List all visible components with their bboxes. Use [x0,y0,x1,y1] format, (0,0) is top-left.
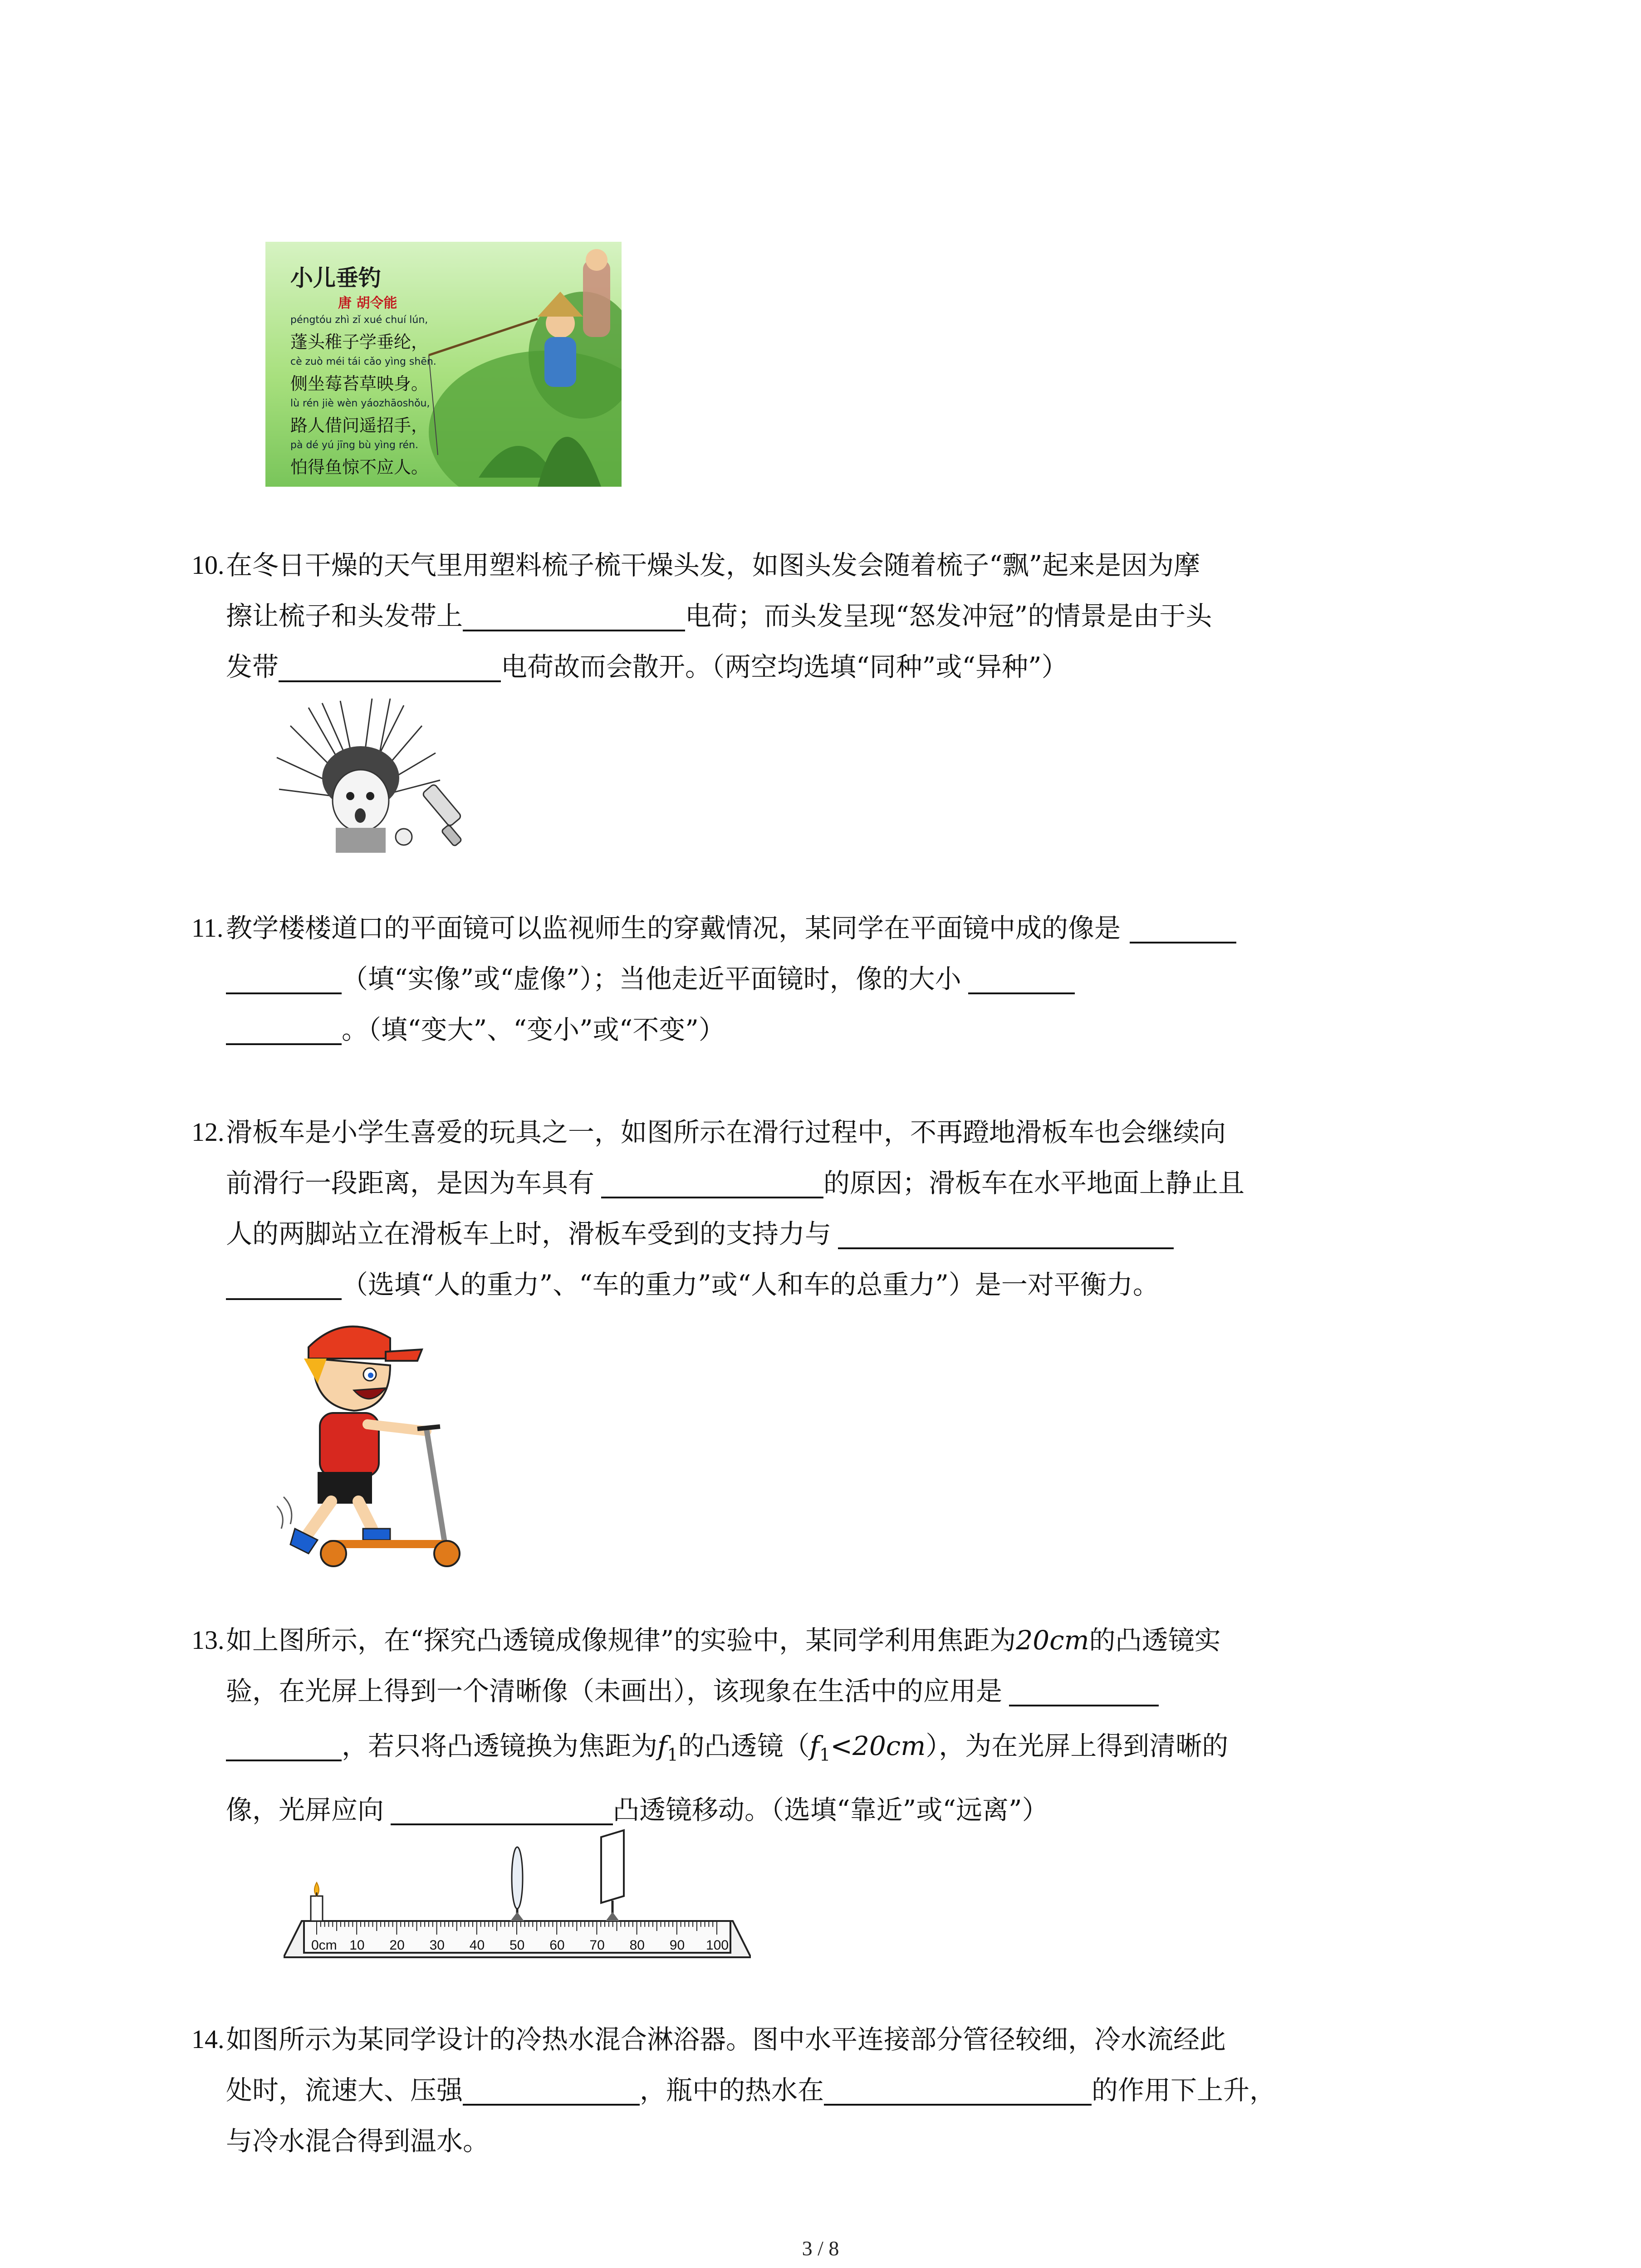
poem-line-4-pinyin: pà dé yú jīng bù yìng rén. [290,440,418,451]
answer-blank[interactable] [279,649,501,682]
answer-blank[interactable] [968,961,1075,994]
charged-hair-comb-icon [272,699,476,853]
ruler-label: 0cm [311,1938,337,1953]
boy-on-scooter-icon [277,1315,495,1569]
poem-line-3-pinyin: lù rén jiè wèn yáozhāoshǒu, [290,398,430,409]
poem-line-1-pinyin: péngtóu zhì zǐ xué chuí lún, [290,314,428,326]
answer-blank-continued[interactable] [226,1728,342,1761]
question-10 [191,540,1460,692]
question-number: 13. [191,1625,225,1655]
question-line: （选填“人的重力”、“车的重力”或“人和车的总重力”）是一对平衡力。 [226,1259,1460,1310]
answer-blank[interactable] [838,1216,1174,1249]
poem-line-2: 侧坐莓苔草映身。 [290,374,429,394]
static-hair-illustration [272,699,476,853]
ruler-label: 60 [549,1938,565,1953]
ruler-label: 90 [669,1938,685,1953]
answer-blank[interactable] [1009,1673,1159,1706]
question-line: 人的两脚站立在滑板车上时，滑板车受到的支持力与 [226,1208,1460,1259]
page-number: 3 / 8 [802,2237,839,2260]
ruler-label: 20 [389,1938,405,1953]
ruler-label: 100 [706,1938,729,1953]
question-line: 发带 电荷故而会散开。（两空均选填“同种”或“异种”） [226,641,1460,692]
question-line: 如上图所示，在“探究凸透镜成像规律”的实验中，某同学利用焦距为20cm的凸透镜实 [226,1625,1221,1656]
ruler-label: 40 [469,1938,485,1953]
answer-blank[interactable] [824,2072,1092,2106]
poem-line-3: 路人借问遥招手， [290,415,429,435]
poem-line-2-pinyin: cè zuò méi tái cǎo yìng shēn. [290,356,436,367]
optical-bench-icon [284,1828,751,1960]
answer-blank-continued[interactable] [226,1266,342,1300]
question-number: 11. [191,913,224,943]
poem-author: 唐 胡令能 [338,295,397,311]
question-line: ，若只将凸透镜换为焦距为$f_1$的凸透镜$(f_1<20cm)$，为在光屏上得到清晰的 [226,1716,1460,1784]
question-line: 与冷水混合得到温水。 [226,2126,490,2156]
answer-blank[interactable] [1130,910,1236,943]
question-line: 前滑行一段距离，是因为车具有 的原因；滑板车在水平地面上静止且 [226,1158,1460,1208]
ruler-label: 10 [349,1938,365,1953]
question-12 [191,1107,1460,1310]
question-line: （填“实像”或“虚像”）；当他走近平面镜时，像的大小 [226,953,1460,1004]
question-line: 处时，流速大、压强 ，瓶中的热水在 的作用下上升， [226,2065,1460,2116]
question-number: 12. [191,1117,225,1147]
answer-blank-continued[interactable] [226,961,342,994]
poem-illustration [265,242,622,487]
question-13 [191,1615,1460,1835]
question-line: 验，在光屏上得到一个清晰像（未画出），该现象在生活中的应用是 [226,1666,1460,1716]
answer-blank-continued[interactable] [226,1012,342,1045]
ruler-label: 50 [509,1938,525,1953]
question-line: 。（填“变大”、“变小”或“不变”） [226,1004,1460,1055]
ruler-label: 70 [589,1938,605,1953]
poem-line-4: 怕得鱼惊不应人。 [290,457,429,477]
optical-bench-diagram [284,1828,751,1960]
answer-blank[interactable] [463,598,685,631]
question-line: 教学楼楼道口的平面镜可以监视师生的穿戴情况，某同学在平面镜中成的像是 [226,903,1460,953]
question-number: 14. [191,2024,225,2054]
answer-blank[interactable] [601,1165,823,1198]
scooter-boy-illustration [277,1315,495,1569]
question-line: 擦让梳子和头发带上 电荷；而头发呈现“怒发冲冠”的情景是由于头 [226,591,1460,641]
question-line: 像，光屏应向 凸透镜移动。（选填“靠近”或“远离”） [226,1784,1460,1835]
answer-blank[interactable] [391,1792,613,1825]
question-line: 如图所示为某同学设计的冷热水混合淋浴器。图中水平连接部分管径较细，冷水流经此 [226,2024,1226,2055]
ruler-label: 30 [429,1938,445,1953]
question-line: 在冬日干燥的天气里用塑料梳子梳干燥头发，如图头发会随着梳子“飘”起来是因为摩 [226,550,1200,581]
question-11 [191,903,1460,1055]
question-number: 10. [191,550,225,580]
poem-title: 小儿垂钓 [290,265,381,291]
question-line: 滑板车是小学生喜爱的玩具之一，如图所示在滑行过程中，不再蹬地滑板车也会继续向 [226,1117,1226,1148]
question-14 [191,2014,1460,2166]
answer-blank[interactable] [463,2072,640,2106]
ruler-label: 80 [629,1938,645,1953]
poem-line-1: 蓬头稚子学垂纶， [290,332,429,352]
